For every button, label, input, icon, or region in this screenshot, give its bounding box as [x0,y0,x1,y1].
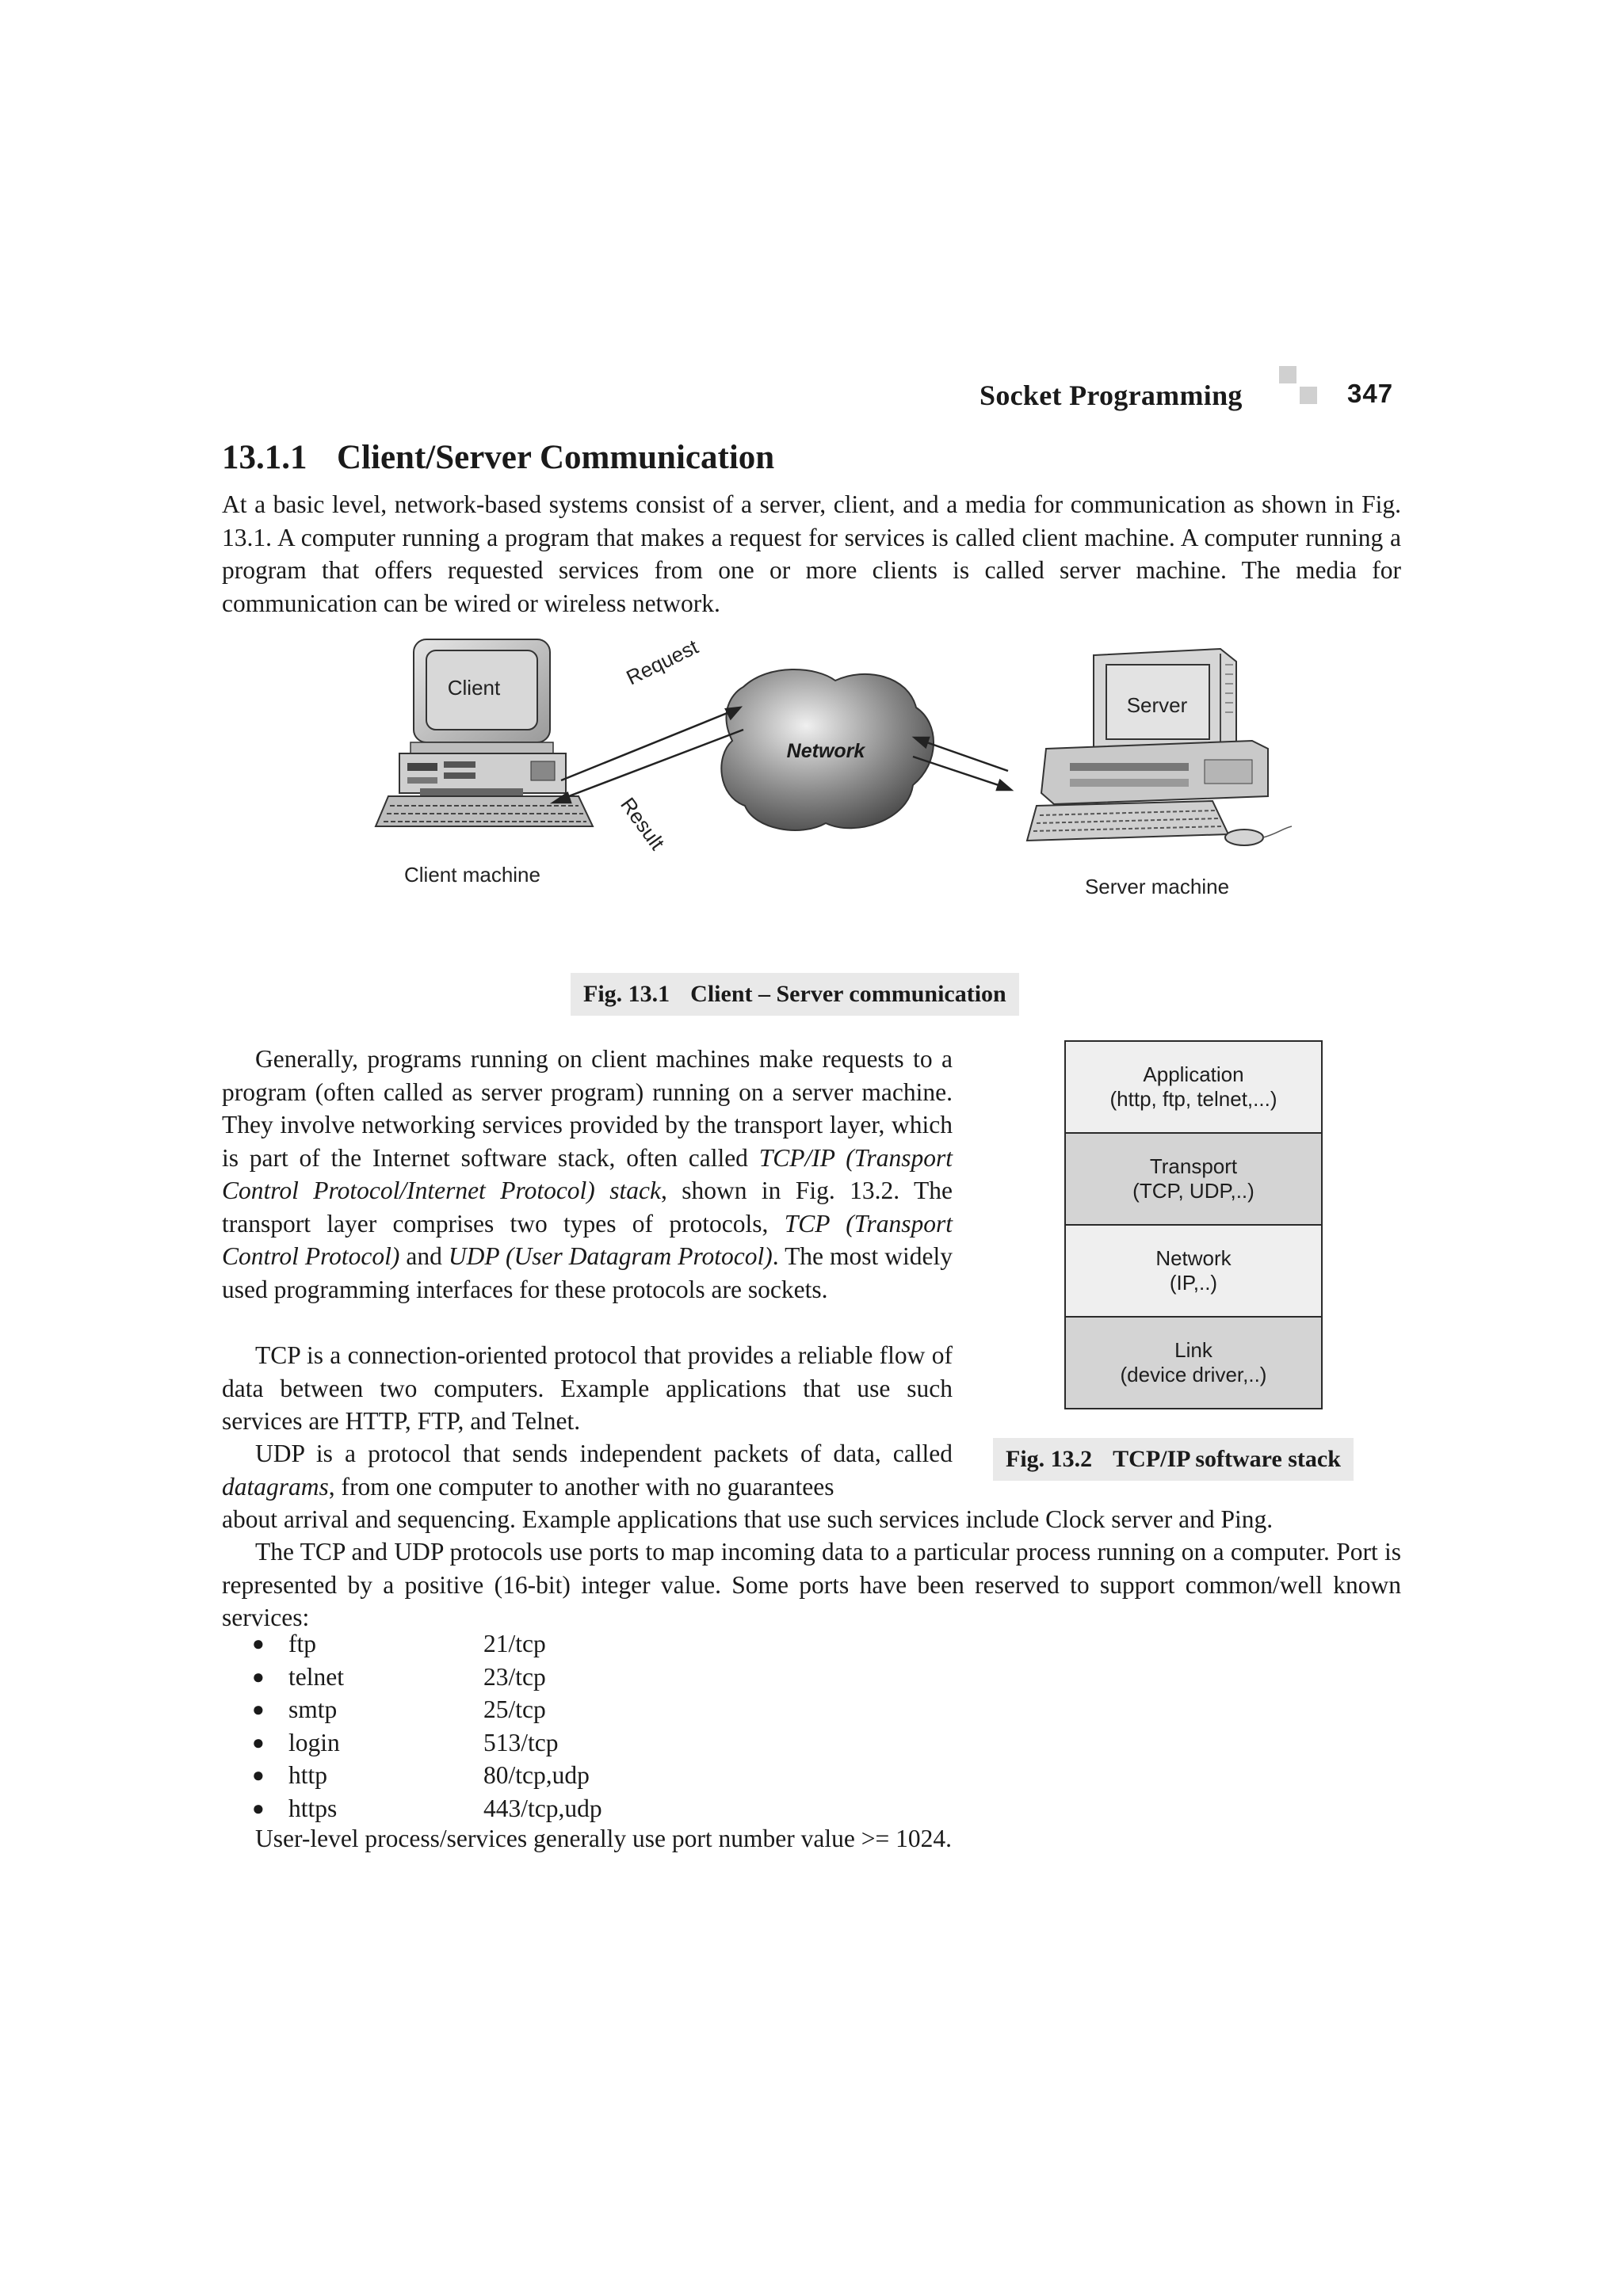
list-item: ● http 80/tcp,udp [252,1759,602,1792]
bullet-icon: ● [252,1796,265,1820]
server-computer-icon [1027,649,1292,845]
result-arrow [556,730,743,801]
paragraph-udp-start: UDP is a protocol that sends independent packets of data, called datagrams, from one computer to another with no guarantees [222,1440,953,1501]
section-title: Client/Server Communication [337,439,775,476]
request-label: Request [622,634,702,690]
bullet-icon: ● [252,1665,265,1688]
list-item: ● telnet 23/tcp [252,1661,602,1694]
section-number: 13.1.1 [222,439,307,476]
figure-client-server [341,630,1292,915]
network-label: Network [786,740,865,762]
section-heading [222,438,774,477]
paragraph-tcp: TCP is a connection-oriented protocol that provides a reliable flow of data between two computers. Example applications that use such services are HTTP, FTP, and Telnet. [222,1341,953,1435]
ports-list [252,1627,602,1825]
list-item: ● smtp 25/tcp [252,1693,602,1726]
figure-13-1-label: Fig. 13.1 [583,981,670,1007]
bullet-icon: ● [252,1632,265,1655]
closing-sentence: User-level process/services generally use port number value >= 1024. [255,1825,952,1852]
server-result-arrow [913,757,1008,788]
result-label: Result [616,792,670,855]
stack-layer-application: Application (http, ftp, telnet,...) [1066,1042,1321,1134]
figure-13-2-caption [993,1438,1354,1481]
figure-13-2-label: Fig. 13.2 [1006,1446,1093,1472]
stack-layer-link: Link (device driver,..) [1066,1318,1321,1408]
client-machine-caption: Client machine [404,863,540,887]
list-item: ● https 443/tcp,udp [252,1792,602,1825]
paragraph-udp-end: about arrival and sequencing. Example applications that use such services include Clock server and Ping. [222,1505,1274,1533]
running-header-title: Socket Programming [980,379,1243,411]
bullet-icon: ● [252,1730,265,1754]
header-ornament-icon [1276,363,1323,410]
server-screen-label: Server [1126,693,1188,717]
request-arrow [561,709,737,780]
list-item: ● ftp 21/tcp [252,1627,602,1661]
list-item: ● login 513/tcp [252,1726,602,1760]
paragraph-intro: At a basic level, network-based systems consist of a server, client, and a media for communication as shown in Fig. 13.1. A computer running a program that makes a request for services is called client machine. A computer running a program that offers requested services from one or more clients is called server machine. The media for communication can be wired or wireless network. [222,490,1401,617]
figure-13-2-title: TCP/IP software stack [1113,1446,1341,1472]
figure-13-1-caption [571,973,1019,1016]
paragraph-client-requests: Generally, programs running on client machines make requests to a program (often called as server program) running on a server machine. They involve networking services provided by the transport layer, which is part of the Internet software stack, often called TCP/IP (Transport Control Protocol/Internet Protocol) stack, shown in Fig. 13.2. The transport layer comprises two types of protocols, TCP (Transport Control Protocol) and UDP (User Datagram Protocol). The most widely used programming interfaces for these protocols are sockets. [222,1045,953,1303]
page-number: 347 [1347,379,1394,408]
paragraph-ports: The TCP and UDP protocols use ports to map incoming data to a particular process running on a computer. Port is represented by a positive (16-bit) integer value. Some ports have been reserved to support common/well known services: [222,1538,1401,1631]
bullet-icon: ● [252,1764,265,1787]
stack-layer-network: Network (IP,..) [1066,1226,1321,1318]
tcpip-stack-diagram [1064,1040,1323,1409]
client-screen-label: Client [447,676,501,700]
figure-13-1-title: Client – Server communication [690,981,1006,1007]
bullet-icon: ● [252,1698,265,1721]
server-machine-caption: Server machine [1084,875,1230,898]
stack-layer-transport: Transport (TCP, UDP,..) [1066,1134,1321,1226]
